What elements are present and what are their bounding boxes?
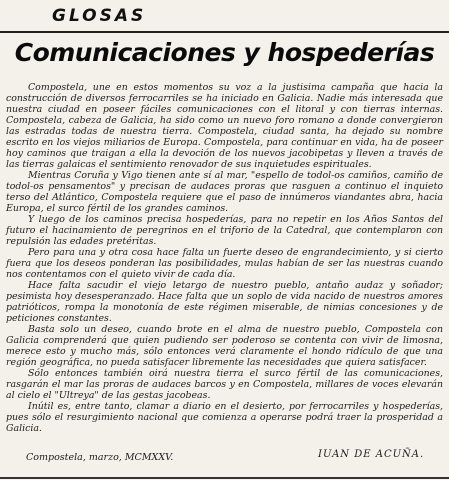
- bottom-divider: [0, 477, 449, 479]
- section-heading: GLOSAS: [52, 6, 147, 26]
- article-paragraph: Compostela, une en estos momentos su voz a la justisima campaña que hacia la construcción de diversos ferrocarriles se ha iniciado en Galicia. Nadie más interesada que nuestra ciudad en poseer fáciles comunicaciones con el litoral y con tierras internas. Compostela, cabeza de Galicia, ha sido como un nuevo foro romano a donde convergieron las estradas todas de nuestra tierra. Compostela, ciudad santa, ha dejado su nombre escrito en los viejos miliarios de Europa. Compostela, para continuar en vida, ha de poseer hoy caminos que traigan a ella la devoción de los nuevos jacobipetas y lleven a través de las tierras galaicas el sentimiento renovador de sus inquietudes espirituales.: [6, 82, 443, 170]
- author-signature: IUAN DE ACUÑA.: [318, 449, 425, 460]
- article-paragraph: Pero para una y otra cosa hace falta un fuerte deseo de engrandecimiento, y si cierto fuera que los deseos ponderan las posibilidades, mulas habían de ser las nuestras cuando nos contentamos con el quieto vivir de cada día.: [6, 247, 443, 280]
- article-paragraph: Sólo entonces también oirá nuestra tierra el surco fértil de las comunicaciones, rasgarán el mar las proras de audaces barcos y en Compostela, millares de voces elevarán al cielo el "Ultreya" de las gestas jacobeas.: [6, 368, 443, 401]
- article-paragraph: Y luego de los caminos precisa hospederías, para no repetir en los Años Santos del futuro el hacinamiento de peregrinos en el triforio de la Catedral, que contemplaron con repulsión las edades pretéritas.: [6, 214, 443, 247]
- article-paragraph: Mientras Coruña y Vigo tienen ante sí al mar, "espello de todol-os camiños, camiño de todol-os pensamentos" y precisan de audaces proras que rasguen a continuo el inquieto terso del Atlántico, Compostela requiere que el paso de innúmeros viandantes abra, hacia Europa, el surco fértil de los grandes caminos.: [6, 170, 443, 214]
- article-title: Comunicaciones y hospederías: [14, 38, 435, 67]
- dateline: Compostela, marzo, MCMXXV.: [26, 452, 174, 463]
- article-paragraph: Hace falta sacudir el viejo letargo de nuestro pueblo, antaño audaz y soñador; pesimista hoy desesperanzado. Hace falta que un soplo de vida nacido de nuestros amores patrióticos, rompa la monotonía de este régimen miserable, de nimias concesiones y de peticiones constantes.: [6, 280, 443, 324]
- article-paragraph: Basta solo un deseo, cuando brote en el alma de nuestro pueblo, Compostela con Galicia comprenderá que quien pudiendo ser poderoso se contenta con vivir de limosna, merece esto y mucho más, sólo entonces verá claramente el hondo ridículo de que una región geográfica, no pueda satisfacer libremente las necesidades que quiera satisfacer.: [6, 324, 443, 368]
- article-paragraph: Inútil es, entre tanto, clamar a diario en el desierto, por ferrocarriles y hospederías, pues sólo el resurgimiento nacional que comienza a operarse podrá traer la prosperidad a Galicia.: [6, 401, 443, 434]
- article-body: [6, 82, 443, 434]
- top-divider: [0, 31, 449, 33]
